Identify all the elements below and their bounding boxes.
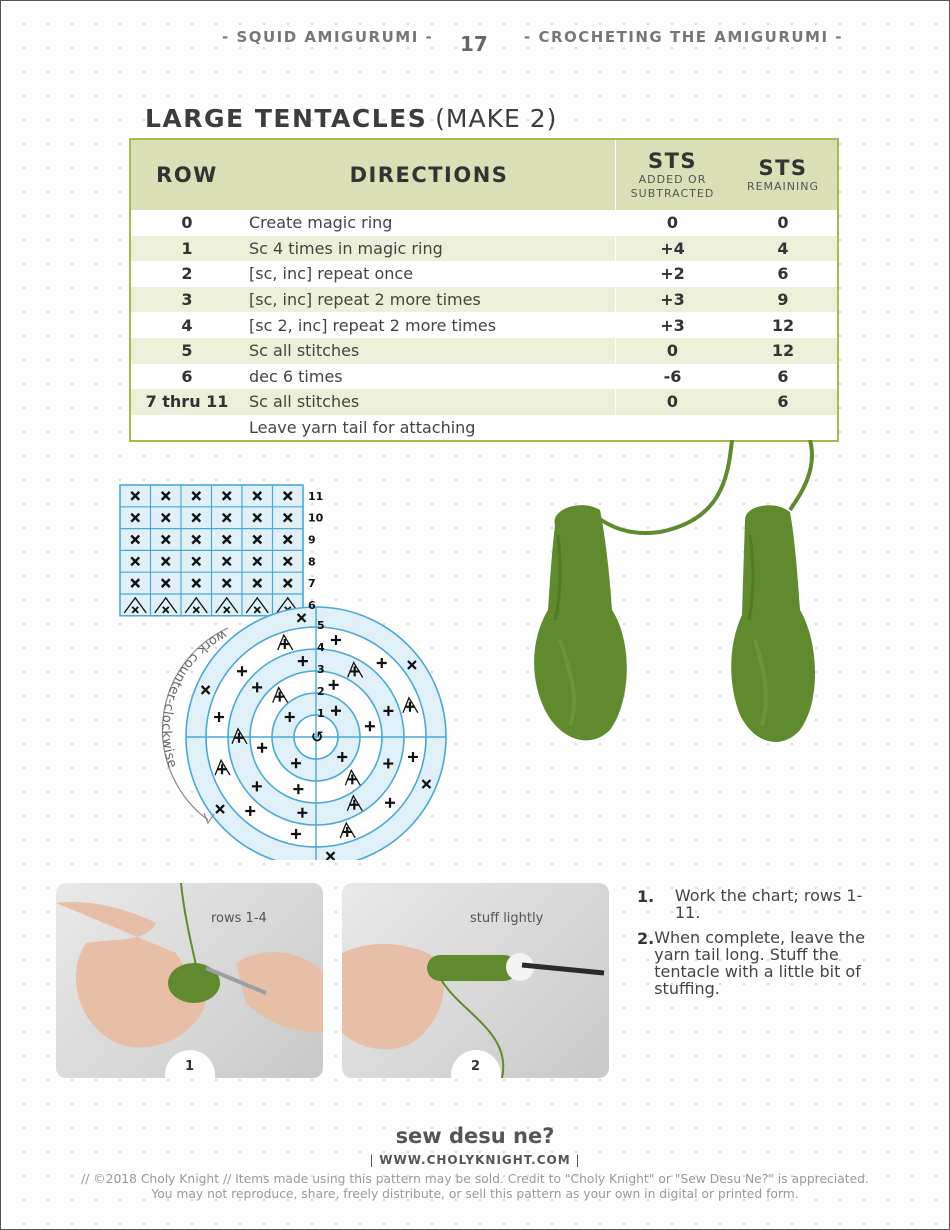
step-photo-2 xyxy=(342,883,609,1078)
table-row xyxy=(131,287,837,313)
table-header xyxy=(131,140,837,210)
cell-directions: Sc all stitches xyxy=(249,341,360,361)
yarn-tail xyxy=(790,440,812,510)
footer-url-prefix: | xyxy=(369,1153,380,1167)
header-directions-label: DIRECTIONS xyxy=(349,163,509,187)
instruction-text: Work the chart; rows 1-11. xyxy=(674,886,863,922)
footer-url-line xyxy=(0,1153,950,1167)
cell-sts-added: +3 xyxy=(615,312,729,338)
row-label: 4 xyxy=(317,641,325,654)
cell-sts-remaining: 12 xyxy=(771,315,795,335)
step-photo-1-number: 1 xyxy=(165,1050,215,1078)
tentacle-left xyxy=(534,505,627,740)
header-sts-added-label: STS xyxy=(647,149,698,173)
hands-crocheting-illustration xyxy=(56,883,323,1078)
step-photo-1 xyxy=(56,883,323,1078)
magic-ring-icon: ↺ xyxy=(311,728,324,746)
table-row xyxy=(131,389,837,415)
row-label: 3 xyxy=(317,663,325,676)
row-label: 6 xyxy=(308,598,316,612)
instruction-item xyxy=(637,887,887,921)
cell-directions: [sc 2, inc] repeat 2 more times xyxy=(249,315,497,335)
footer-url-suffix: | xyxy=(570,1153,581,1167)
cell-sts-remaining: 6 xyxy=(777,366,789,386)
cell-row: 6 xyxy=(181,366,193,386)
cell-sts-remaining: 12 xyxy=(771,341,795,361)
cell-directions: Sc all stitches xyxy=(249,392,360,412)
cell-row: 1 xyxy=(181,238,193,258)
header-sts-remaining xyxy=(729,140,837,210)
cell-row: 0 xyxy=(181,213,193,233)
header-pattern-name: - SQUID AMIGURUMI - xyxy=(222,28,434,46)
header-sts-remaining-sub: REMAINING xyxy=(746,180,820,193)
section-title-main: LARGE TENTACLES xyxy=(145,104,428,133)
instruction-number: 1. xyxy=(637,887,655,906)
cell-directions: [sc, inc] repeat 2 more times xyxy=(249,290,481,310)
table-row xyxy=(131,261,837,287)
header-sts-remaining-label: STS xyxy=(758,156,808,180)
cell-sts-added: -6 xyxy=(615,364,729,390)
cell-directions: [sc, inc] repeat once xyxy=(249,264,414,284)
step-photo-1-caption: rows 1-4 xyxy=(211,911,267,926)
cell-row: 5 xyxy=(181,341,193,361)
table-row xyxy=(131,236,837,262)
cell-sts-remaining: 0 xyxy=(777,213,789,233)
table-row xyxy=(131,338,837,364)
cell-directions: Sc 4 times in magic ring xyxy=(249,238,443,258)
row-label: 9 xyxy=(308,533,316,547)
instruction-list xyxy=(637,887,887,1005)
table-row xyxy=(131,210,837,236)
cell-row: 4 xyxy=(181,315,193,335)
tentacle-right xyxy=(731,505,815,742)
step-photo-2-number: 2 xyxy=(451,1050,501,1078)
cell-row: 3 xyxy=(181,290,193,310)
cell-sts-added: +2 xyxy=(615,261,729,287)
section-title xyxy=(145,104,557,133)
row-label: 10 xyxy=(308,511,324,525)
cell-sts-added xyxy=(615,415,729,441)
cell-sts-added: 0 xyxy=(615,389,729,415)
header-row-label: ROW xyxy=(156,163,218,187)
cell-row: 7 thru 11 xyxy=(145,392,229,412)
pattern-table xyxy=(129,138,839,442)
header-directions xyxy=(243,140,615,210)
crochet-chart xyxy=(110,480,460,860)
row-label: 5 xyxy=(317,619,325,632)
cell-sts-added: 0 xyxy=(615,210,729,236)
cell-sts-added: +3 xyxy=(615,287,729,313)
cell-sts-remaining: 6 xyxy=(777,392,789,412)
footer-copyright-line-2: You may not reproduce, share, freely distribute, or sell this pattern as your own in digital or printed form. xyxy=(151,1187,799,1201)
cell-sts-added: +4 xyxy=(615,236,729,262)
cell-sts-remaining: 4 xyxy=(777,238,789,258)
direction-label-text: work counter-clockwise xyxy=(158,626,230,771)
row-label: 11 xyxy=(308,489,324,503)
step-photo-2-caption: stuff lightly xyxy=(470,911,544,926)
header-row xyxy=(131,140,243,210)
footer-brand: sew desu ne? xyxy=(395,1124,555,1148)
header-sts-added xyxy=(615,140,729,210)
yarn-tail xyxy=(590,440,732,533)
row-label: 1 xyxy=(317,707,325,720)
row-label: 2 xyxy=(317,685,325,698)
instruction-text: When complete, leave the yarn tail long. Stuff the tentacle with a little bit of stuffing. xyxy=(654,928,865,998)
table-body xyxy=(131,210,837,440)
footer-copyright-line-1: // ©2018 Choly Knight // Items made using this pattern may be sold. Credit to "Choly Knight" or "Sew Desu Ne?" is appreciated. xyxy=(81,1172,869,1186)
header-section-name: - CROCHETING THE AMIGURUMI - xyxy=(524,28,844,46)
tentacles-photo xyxy=(500,440,860,850)
footer-url[interactable]: WWW.CHOLYKNIGHT.COM xyxy=(379,1153,571,1167)
row-label: 7 xyxy=(308,577,316,591)
instruction-item xyxy=(637,929,887,997)
table-row xyxy=(131,364,837,390)
cell-directions: Create magic ring xyxy=(249,213,393,233)
header-sts-added-sub: ADDED OR SUBTRACTED xyxy=(630,173,715,200)
chart-grid xyxy=(120,485,303,616)
cell-sts-added: 0 xyxy=(615,338,729,364)
cell-directions: dec 6 times xyxy=(249,366,343,386)
page-number: 17 xyxy=(460,32,488,56)
cell-sts-remaining: 6 xyxy=(777,264,789,284)
row-label: 8 xyxy=(308,555,316,569)
footer-copyright xyxy=(0,1172,950,1202)
section-title-sub: (MAKE 2) xyxy=(435,104,558,133)
table-row xyxy=(131,312,837,338)
cell-row: 2 xyxy=(181,264,193,284)
instruction-number: 2. xyxy=(637,929,655,948)
cell-directions: Leave yarn tail for attaching xyxy=(249,418,476,438)
table-row xyxy=(131,415,837,441)
cell-sts-remaining: 9 xyxy=(777,290,789,310)
